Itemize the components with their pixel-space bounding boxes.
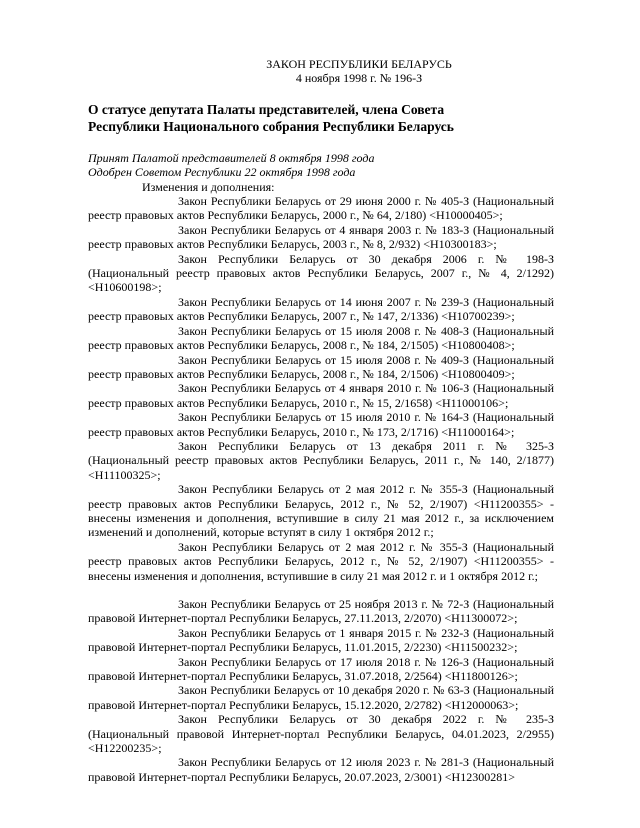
amendment-paragraph: Закон Республики Беларусь от 15 июля 2008 г. № 409-З (Национальный реестр правовых актов Республики Беларусь, 2008 г., № 184, 2/1506) <Н10800409>; [88,352,554,381]
approved-line: Одобрен Советом Республики 22 октября 1998 года [88,165,356,180]
amendments-label: Изменения и дополнения: [142,179,275,194]
amendment-paragraph: Закон Республики Беларусь от 10 декабря 2020 г. № 63-З (Национальный правовой Интернет-портал Республики Беларусь, 15.12.2020, 2/2782) <Н12000063>; [88,683,554,712]
amendments-list-1 [88,194,554,583]
amendment-paragraph: Закон Республики Беларусь от 30 декабря 2022 г. № 235-З (Национальный правовой Интернет-портал Республики Беларусь, 04.01.2023, 2/2955) <Н12200235>; [88,712,554,756]
amendment-paragraph: Закон Республики Беларусь от 14 июня 2007 г. № 239-З (Национальный реестр правовых актов Республики Беларусь, 2007 г., № 147, 2/1336) <Н10700239>; [88,294,554,324]
law-type-line: ЗАКОН РЕСПУБЛИКИ БЕЛАРУСЬ [266,57,452,71]
law-date-number-line: 4 ноября 1998 г. № 196-З [295,71,423,86]
amendment-paragraph: Закон Республики Беларусь от 30 декабря 2006 г. № 198-З (Национальный реестр правовых актов Республики Беларусь, 2007 г., № 4, 2/1292) <Н10600198>; [88,251,554,295]
amendment-paragraph: Закон Республики Беларусь от 29 июня 2000 г. № 405-З (Национальный реестр правовых актов Республики Беларусь, 2000 г., № 64, 2/180) <Н10000405>; [88,194,554,223]
amendment-paragraph: Закон Республики Беларусь от 4 января 2010 г. № 106-З (Национальный реестр правовых актов Республики Беларусь, 2010 г., № 15, 2/1658) <Н11000106>; [88,381,554,410]
amendment-paragraph: Закон Республики Беларусь от 25 ноября 2013 г. № 72-З (Национальный правовой Интернет-портал Республики Беларусь, 27.11.2013, 2/2070) <Н11300072>; [88,597,554,626]
amendment-paragraph: Закон Республики Беларусь от 13 декабря 2011 г. № 325-З (Национальный реестр правовых актов Республики Беларусь, 2011 г., № 140, 2/1877) <Н11100325>; [88,438,554,482]
amendment-paragraph: Закон Республики Беларусь от 15 июля 2008 г. № 408-З (Национальный реестр правовых актов Республики Беларусь, 2008 г., № 184, 2/1505) <Н10800408>; [88,323,554,353]
amendment-paragraph: Закон Республики Беларусь от 12 июля 2023 г. № 281-З (Национальный правовой Интернет-портал Республики Беларусь, 20.07.2023, 2/3001) <Н12300281> [88,755,554,784]
amendment-paragraph: Закон Республики Беларусь от 2 мая 2012 г. № 355-З (Национальный реестр правовых актов Республики Беларусь, 2012 г., № 52, 2/1907) <Н11200355> - внесены изменения и дополнения, вступившие в силу 21 мая 2012 г., за исключением изменений и дополнений, которые вступят в силу 1 октября 2012 г.; [88,482,554,540]
document-title: О статусе депутата Палаты представителей, члена Совета Республики Национального собрания Республики Беларусь [88,101,454,134]
amendment-paragraph: Закон Республики Беларусь от 15 июля 2010 г. № 164-З (Национальный реестр правовых актов Республики Беларусь, 2010 г., № 173, 2/1716) <Н11000164>; [88,410,554,439]
amendments-list-2 [88,597,554,784]
amendment-paragraph: Закон Республики Беларусь от 2 мая 2012 г. № 355-З (Национальный реестр правовых актов Республики Беларусь, 2012 г., № 52, 2/1907) <Н11200355> - внесены изменения и дополнения, вступившие в силу 21 мая 2012 г. и 1 октября 2012 г.; [88,539,554,583]
adopted-line: Принят Палатой представителей 8 октября 1998 года [88,150,375,165]
amendment-paragraph: Закон Республики Беларусь от 4 января 2003 г. № 183-З (Национальный реестр правовых актов Республики Беларусь, 2003 г., № 8, 2/932) <Н10300183>; [88,222,554,252]
amendment-paragraph: Закон Республики Беларусь от 1 января 2015 г. № 232-З (Национальный правовой Интернет-портал Республики Беларусь, 11.01.2015, 2/2230) <Н11500232>; [88,625,554,655]
document-header [164,57,554,86]
amendment-paragraph: Закон Республики Беларусь от 17 июля 2018 г. № 126-З (Национальный правовой Интернет-портал Республики Беларусь, 31.07.2018, 2/2564) <Н11800126>; [88,654,554,684]
